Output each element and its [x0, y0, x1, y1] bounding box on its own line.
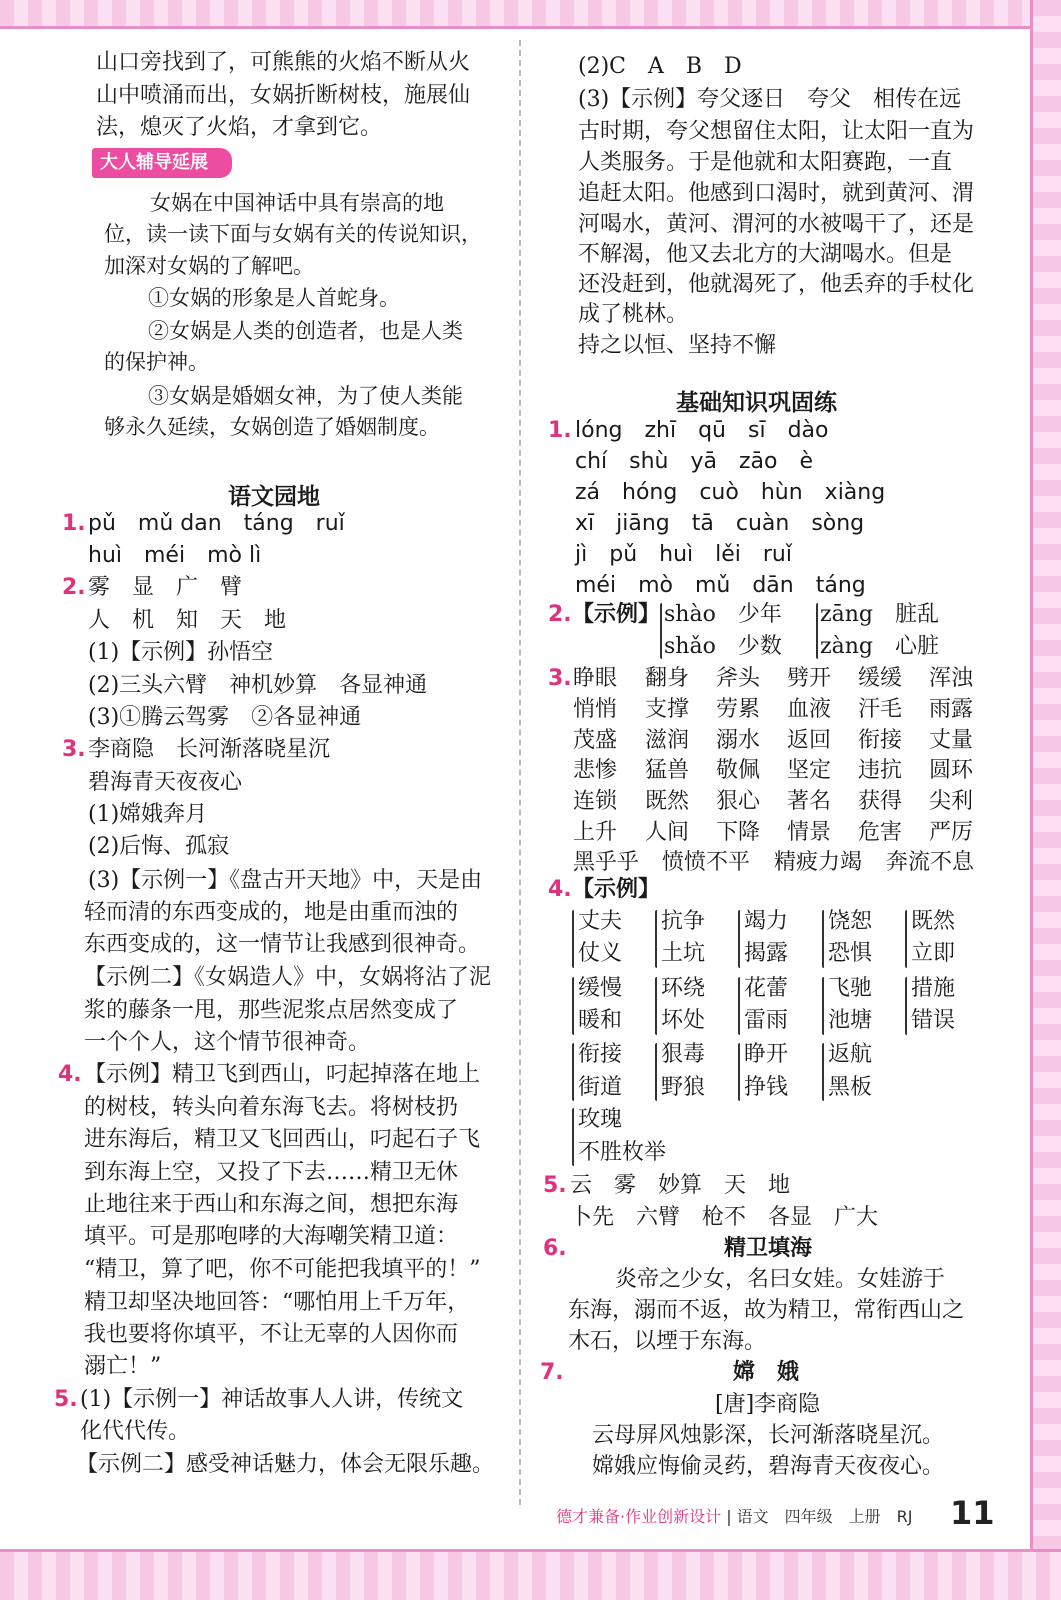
word: 玫瑰	[578, 1107, 623, 1132]
polyphone-pair: shào 少年	[664, 602, 782, 627]
word: 丈量	[929, 728, 974, 753]
question-number: 1.	[548, 418, 572, 443]
answer-line: 止地往来于西山和东海之间，想把东海	[84, 1192, 459, 1217]
word: 滋润	[645, 728, 690, 753]
intro-line: 法，熄灭了火焰，才拿到它。	[96, 115, 383, 140]
classical-text-line: 东海，溺而不返，故为精卫，常衔西山之	[568, 1298, 965, 1323]
question-number: 2.	[548, 602, 572, 627]
answer-line: (1)【示例一】神话故事人人讲，传统文	[80, 1387, 464, 1412]
answer-line: 溺亡！”	[84, 1354, 162, 1379]
answer-line: 卜先 六臂 枪不 各显 广大	[570, 1205, 879, 1230]
pinyin-line: lóng zhī qū sī dào	[575, 418, 829, 443]
answer-line: (1)嫦娥奔月	[88, 802, 208, 827]
word: 飞驰	[828, 976, 873, 1001]
column-divider	[519, 40, 521, 1505]
word: 血液	[787, 697, 832, 722]
brace	[660, 603, 662, 659]
answer-line: 到东海上空，又投了下去……精卫无休	[84, 1160, 459, 1185]
subject-info: 语文 四年级 上册 RJ	[736, 1507, 913, 1526]
answer-line: 【示例】精卫飞到西山，叼起掉落在地上	[84, 1062, 481, 1087]
answer-line: (2)后悔、孤寂	[88, 834, 230, 859]
right-decorative-border	[1030, 0, 1061, 1600]
brace	[738, 1043, 740, 1101]
word: 尖利	[929, 789, 974, 814]
idiom: 愤愤不平	[662, 850, 751, 875]
extend-line: 女娲在中国神话中具有崇高的地	[150, 191, 444, 215]
word: 睁眼	[573, 666, 618, 691]
answer-line: 浆的藤条一甩，那些泥浆点居然变成了	[84, 998, 459, 1023]
extend-line: 位，读一读下面与女娲有关的传说知识，	[104, 222, 482, 246]
page-number: 11	[950, 1494, 995, 1532]
word: 汗毛	[858, 697, 903, 722]
pinyin-line: xī jiāng tā cuàn sòng	[575, 511, 865, 536]
poem-title: 精卫填海	[724, 1236, 813, 1261]
answer-line: 东西变成的，这一情节让我感到很神奇。	[84, 932, 481, 957]
word: 丈夫	[578, 909, 623, 934]
intro-line: 山中喷涌而出，女娲折断树枝，施展仙	[96, 83, 471, 108]
intro-line: 山口旁找到了，可熊熊的火焰不断从火	[96, 50, 471, 75]
word: 立即	[911, 941, 956, 966]
word: 著名	[787, 789, 832, 814]
answer-line: 我也要将你填平，不让无辜的人因你而	[84, 1322, 459, 1347]
word: 违抗	[858, 758, 903, 783]
word: 上升	[573, 820, 618, 845]
word: 既然	[911, 909, 956, 934]
brace	[822, 977, 824, 1035]
extend-line: ③女娲是婚姻女神，为了使人类能	[148, 384, 463, 408]
brand-name: 德才兼备·作业创新设计	[556, 1507, 722, 1526]
word: 情景	[787, 820, 832, 845]
word: 睁开	[744, 1042, 789, 1067]
top-decorative-border	[0, 0, 1061, 29]
answer-line: 人 机 知 天 地	[88, 608, 287, 633]
answer-line: 精卫却坚决地回答：“哪怕用上千万年，	[84, 1290, 470, 1315]
word: 狠心	[716, 789, 761, 814]
word: 恐惧	[828, 941, 873, 966]
word: 劳累	[716, 697, 761, 722]
word: 揭露	[744, 941, 789, 966]
example-label: 【示例】	[572, 877, 661, 902]
answer-line: 古时期，夸父想留住太阳，让太阳一直为	[578, 119, 975, 144]
bottom-decorative-border	[0, 1549, 1061, 1600]
brace	[816, 603, 818, 659]
word: 敬佩	[716, 758, 761, 783]
brace	[738, 977, 740, 1035]
poem-line: 嫦娥应悔偷灵药，碧海青天夜夜心。	[592, 1454, 945, 1479]
question-number: 5.	[543, 1173, 567, 1198]
idiom: 黑乎乎	[573, 850, 640, 875]
answer-line: 的树枝，转头向着东海飞去。将树枝扔	[84, 1095, 459, 1120]
word: 猛兽	[645, 758, 690, 783]
answer-line: 一个个人，这个情节很神奇。	[84, 1030, 371, 1055]
extension-tag: 大人辅导延展	[92, 148, 232, 178]
word: 暖和	[578, 1008, 623, 1033]
word: 连锁	[573, 789, 618, 814]
word: 饶恕	[828, 909, 873, 934]
answer-line: 填平。可是那咆哮的大海嘲笑精卫道：	[84, 1224, 459, 1249]
pinyin-line: méi mò mǔ dān táng	[575, 573, 866, 598]
answer-line: 河喝水，黄河、渭河的水被喝干了，还是	[578, 212, 975, 237]
answer-line: 不解渴，他又去北方的大湖喝水。但是	[578, 242, 953, 267]
classical-text-line: 炎帝之少女，名曰女娃。女娃游于	[615, 1267, 946, 1292]
word: 土坑	[661, 941, 706, 966]
classical-text-line: 木石，以堙于东海。	[568, 1329, 767, 1354]
question-number: 3.	[548, 666, 572, 691]
extend-line: 的保护神。	[104, 350, 209, 374]
polyphone-pair: shǎo 少数	[664, 634, 782, 659]
pinyin-line: huì méi mò lì	[88, 543, 262, 568]
section-title-jichuzhishi: 基础知识巩固练	[676, 390, 837, 416]
pinyin-line: zá hóng cuò hùn xiàng	[575, 480, 886, 505]
idiom: 奔流不息	[886, 850, 975, 875]
answer-line: (3)【示例】夸父逐日 夸父 相传在远	[578, 87, 962, 112]
word: 严厉	[929, 820, 974, 845]
answer-line: 追赶太阳。他感到口渴时，就到黄河、渭	[578, 181, 975, 206]
answer-line: 碧海青天夜夜心	[88, 770, 243, 795]
polyphone-pair: zāng 脏乱	[820, 602, 939, 627]
poem-author: [唐]李商隐	[715, 1392, 821, 1417]
pinyin-line: chí shù yā zāo è	[575, 449, 814, 474]
word: 圆环	[929, 758, 974, 783]
question-number: 5.	[54, 1387, 78, 1412]
brace	[572, 977, 574, 1035]
brace	[822, 1043, 824, 1101]
word: 仗义	[578, 941, 623, 966]
brace	[655, 910, 657, 968]
brace	[738, 910, 740, 968]
brace	[905, 977, 907, 1035]
word: 返航	[828, 1042, 873, 1067]
word: 衔接	[578, 1042, 623, 1067]
word: 环绕	[661, 976, 706, 1001]
word: 溺水	[716, 728, 761, 753]
answer-line: (1)【示例】孙悟空	[88, 640, 274, 665]
word: 挣钱	[744, 1075, 789, 1100]
brace	[572, 1043, 574, 1101]
answer-line: 雾 显 广 臂	[88, 575, 243, 600]
word: 措施	[911, 976, 956, 1001]
word: 缓缓	[858, 666, 903, 691]
pinyin-line: jì pǔ huì lěi ruǐ	[575, 542, 792, 567]
answer-line: 成了桃林。	[578, 302, 689, 327]
example-label: 【示例】	[572, 602, 661, 627]
word: 悄悄	[573, 697, 618, 722]
idiom: 精疲力竭	[774, 850, 863, 875]
word: 下降	[716, 820, 761, 845]
poem-title: 嫦 娥	[733, 1360, 800, 1385]
word: 浑浊	[929, 666, 974, 691]
word: 翻身	[645, 666, 690, 691]
extend-line: ②女娲是人类的创造者，也是人类	[148, 319, 463, 343]
word: 获得	[858, 789, 903, 814]
word: 抗争	[661, 909, 706, 934]
word: 支撑	[645, 697, 690, 722]
word: 坏处	[661, 1008, 706, 1033]
word: 狠毒	[661, 1042, 706, 1067]
word: 街道	[578, 1075, 623, 1100]
section-title-yuwenyuandi: 语文园地	[228, 484, 320, 510]
brace	[572, 910, 574, 968]
question-number: 3.	[62, 737, 86, 762]
answer-line: 持之以恒、坚持不懈	[578, 333, 777, 358]
word: 竭力	[744, 909, 789, 934]
answer-line: 人类服务。于是他就和太阳赛跑，一直	[578, 150, 953, 175]
answer-line: (3)①腾云驾雾 ②各显神通	[88, 705, 362, 730]
word: 黑板	[828, 1075, 873, 1100]
question-number: 6.	[543, 1236, 567, 1261]
answer-line: (2)C A B D	[578, 54, 742, 79]
brace	[572, 1108, 574, 1166]
word: 坚定	[787, 758, 832, 783]
question-number: 7.	[540, 1360, 564, 1385]
word: 人间	[645, 820, 690, 845]
brace	[655, 1043, 657, 1101]
answer-line: (3)【示例一】《盘古开天地》中，天是由	[88, 868, 483, 893]
answer-line: 化代代传。	[80, 1419, 191, 1444]
answer-line: 轻而清的东西变成的，地是由重而浊的	[84, 900, 459, 925]
answer-line: 进东海后，精卫又飞回西山，叼起石子飞	[84, 1127, 481, 1152]
pinyin-line: pǔ mǔ dan táng ruǐ	[88, 511, 345, 536]
word: 错误	[911, 1008, 956, 1033]
word: 既然	[645, 789, 690, 814]
brace	[822, 910, 824, 968]
answer-line: 云 雾 妙算 天 地	[570, 1173, 791, 1198]
word: 雨露	[929, 697, 974, 722]
extend-line: ①女娲的形象是人首蛇身。	[148, 286, 400, 310]
word: 雷雨	[744, 1008, 789, 1033]
answer-line: 【示例二】感受神话魅力，体会无限乐趣。	[76, 1452, 495, 1477]
brace	[905, 910, 907, 968]
word: 池塘	[828, 1008, 873, 1033]
answer-line: 还没赶到，他就渴死了，他丢弃的手杖化	[578, 272, 975, 297]
word: 花蕾	[744, 976, 789, 1001]
extend-line: 够永久延续，女娲创造了婚姻制度。	[104, 415, 440, 439]
question-number: 4.	[548, 877, 572, 902]
question-number: 4.	[58, 1062, 82, 1087]
answer-line: 【示例二】《女娲造人》中，女娲将沾了泥	[84, 965, 492, 990]
word: 衔接	[858, 728, 903, 753]
word: 不胜枚举	[578, 1140, 667, 1165]
extend-line: 加深对女娲的了解吧。	[104, 254, 314, 278]
word: 缓慢	[578, 976, 623, 1001]
footer-brand: 德才兼备·作业创新设计 | 语文 四年级 上册 RJ	[556, 1507, 913, 1526]
word: 危害	[858, 820, 903, 845]
answer-line: “精卫，算了吧，你不可能把我填平的！”	[84, 1257, 481, 1282]
answer-line: (2)三头六臂 神机妙算 各显神通	[88, 673, 428, 698]
polyphone-pair: zàng 心脏	[820, 634, 939, 659]
word: 斧头	[716, 666, 761, 691]
word: 茂盛	[573, 728, 618, 753]
brace	[655, 977, 657, 1035]
word: 返回	[787, 728, 832, 753]
question-number: 2.	[62, 575, 86, 600]
word: 劈开	[787, 666, 832, 691]
answer-line: 李商隐 长河渐落晓星沉	[88, 737, 331, 762]
word: 悲惨	[573, 758, 618, 783]
question-number: 1.	[62, 511, 86, 536]
word: 野狼	[661, 1075, 706, 1100]
poem-line: 云母屏风烛影深，长河渐落晓星沉。	[592, 1423, 945, 1448]
